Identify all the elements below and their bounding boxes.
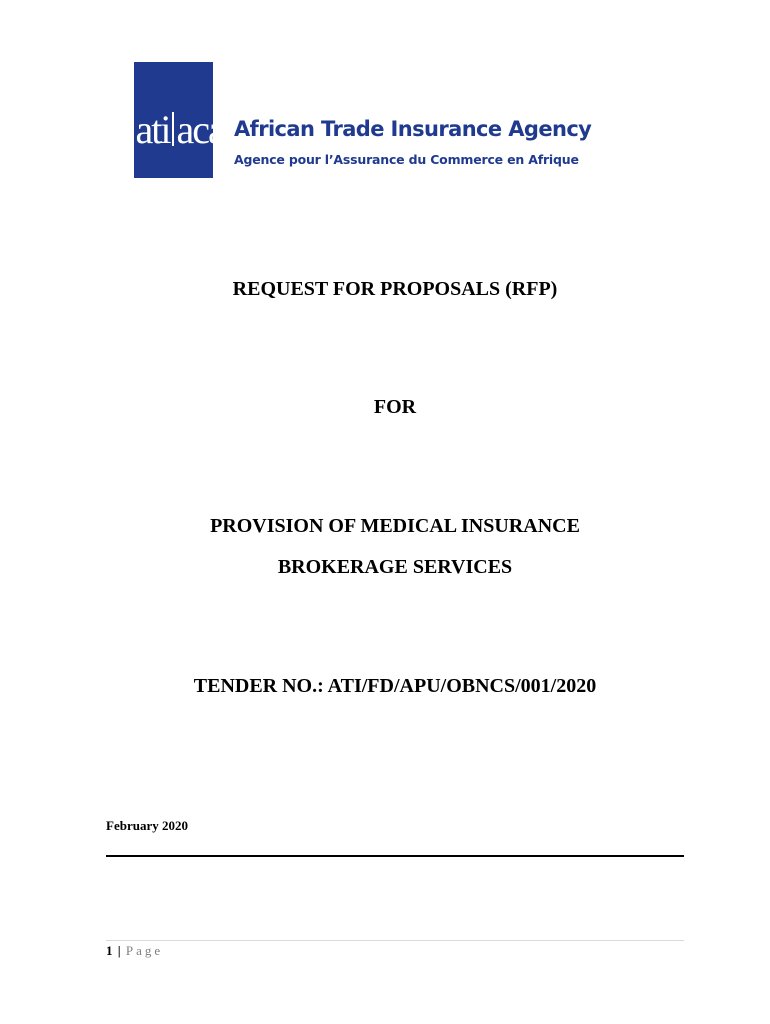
page-number: 1: [106, 943, 113, 958]
ati-logo: [134, 62, 224, 178]
page-footer: [106, 943, 163, 959]
page-label: Page: [125, 943, 164, 958]
footer-separator: |: [117, 943, 121, 958]
logo-divider: [172, 112, 174, 146]
title-for: FOR: [373, 396, 417, 418]
document-date: February 2020: [106, 818, 188, 833]
subject-line-2: BROKERAGE SERVICES: [277, 556, 513, 578]
divider-line: [106, 855, 684, 857]
organization-name: African Trade Insurance Agency: [234, 117, 592, 141]
subject-line-1: PROVISION OF MEDICAL INSURANCE: [210, 515, 580, 537]
tender-number: TENDER NO.: ATI/FD/APU/OBNCS/001/2020: [193, 675, 597, 697]
document-title: REQUEST FOR PROPOSALS (RFP): [232, 278, 558, 300]
footer-divider: [106, 940, 684, 941]
logo-mark-text: ati aca: [135, 107, 224, 152]
organization-name-french: Agence pour l’Assurance du Commerce en Afrique: [234, 152, 579, 167]
